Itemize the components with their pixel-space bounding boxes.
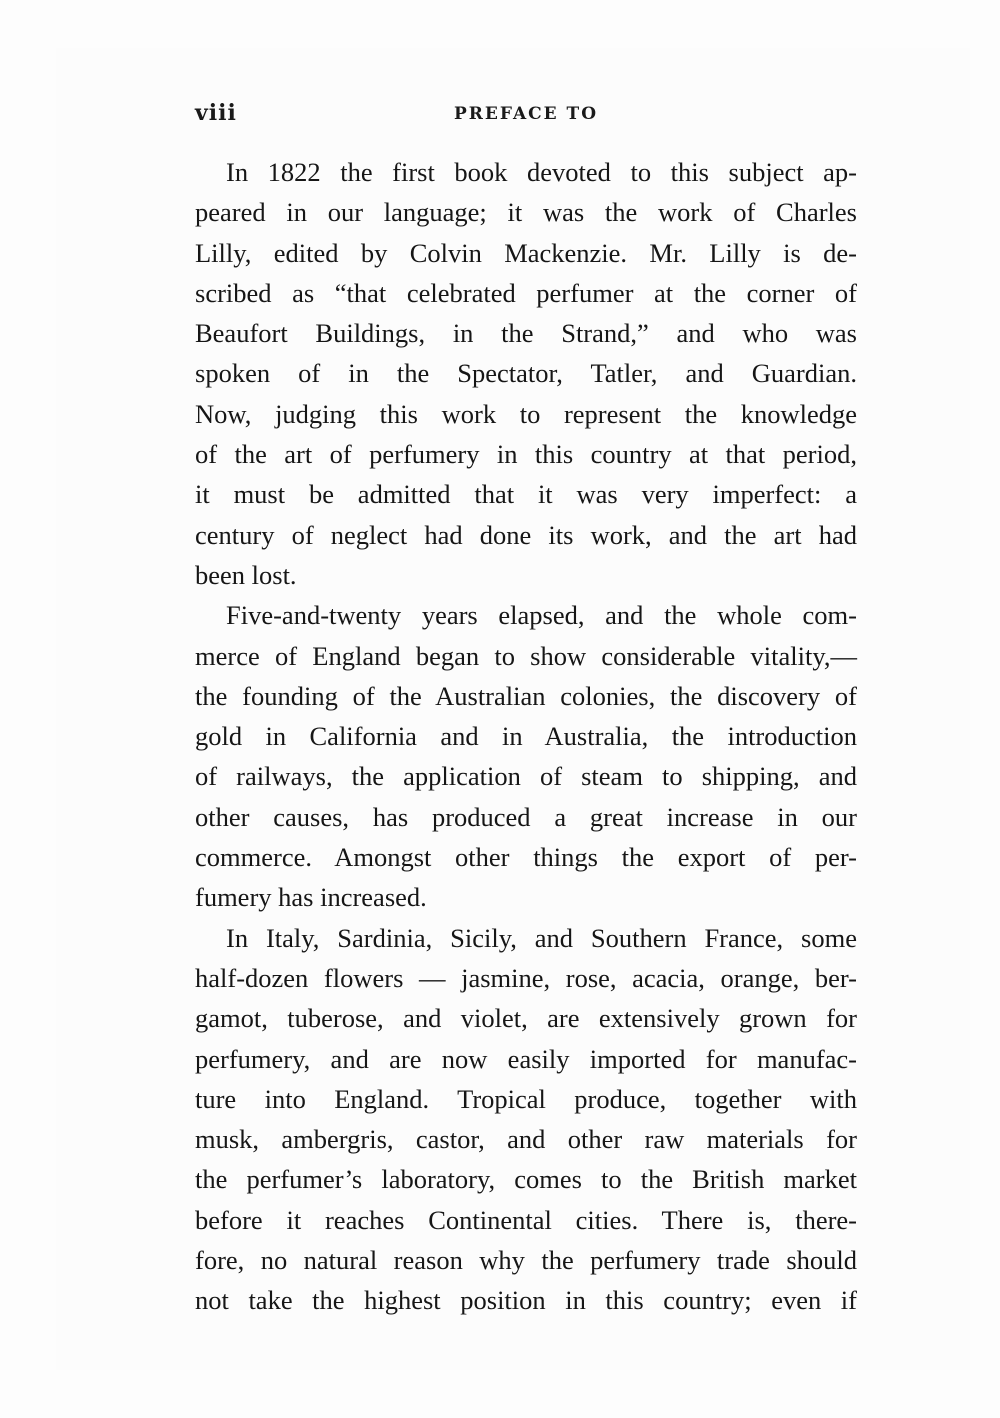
text-line: the perfumer’s laboratory, comes to the British market: [195, 1164, 857, 1195]
page-number: viii: [195, 100, 237, 126]
text-line: merce of England began to show considerable vitality,—: [195, 640, 857, 671]
text-line: In Italy, Sardinia, Sicily, and Southern France, some: [226, 922, 857, 953]
text-line: musk, ambergris, castor, and other raw materials for: [195, 1124, 857, 1155]
text-line: Lilly, edited by Colvin Mackenzie. Mr. Lilly is de-: [195, 237, 857, 268]
text-line: it must be admitted that it was very imperfect: a: [195, 479, 857, 510]
text-line: ture into England. Tropical produce, together with: [195, 1083, 857, 1114]
text-line: been lost.: [195, 559, 297, 590]
text-line: half-dozen flowers — jasmine, rose, acacia, orange, ber-: [195, 962, 857, 993]
text-line: fumery has increased.: [195, 882, 427, 913]
text-line: commerce. Amongst other things the export of per-: [195, 842, 857, 873]
text-line: In 1822 the first book devoted to this subject ap-: [226, 157, 857, 187]
text-line: Beaufort Buildings, in the Strand,” and who was: [195, 318, 857, 349]
text-line: not take the highest position in this country; even if: [195, 1285, 857, 1316]
text-line: perfumery, and are now easily imported for manufac-: [195, 1043, 857, 1074]
running-head: [195, 100, 857, 134]
text-line: before it reaches Continental cities. There is, there-: [195, 1204, 857, 1235]
text-line: Now, judging this work to represent the knowledge: [195, 398, 857, 429]
text-line: of the art of perfumery in this country at that period,: [195, 439, 857, 470]
text-line: Five-and-twenty years elapsed, and the whole com-: [226, 600, 857, 631]
body-text: [195, 152, 857, 1321]
text-line: spoken of in the Spectator, Tatler, and Guardian.: [195, 358, 857, 389]
running-title: PREFACE TO: [454, 104, 598, 124]
text-line: peared in our language; it was the work of Charles: [195, 197, 857, 228]
text-line: gold in California and in Australia, the introduction: [195, 721, 857, 752]
text-line: fore, no natural reason why the perfumery trade should: [195, 1245, 857, 1276]
text-line: the founding of the Australian colonies, the discovery of: [195, 680, 857, 711]
text-line: scribed as “that celebrated perfumer at the corner of: [195, 277, 857, 308]
text-line: gamot, tuberose, and violet, are extensively grown for: [195, 1003, 857, 1034]
text-line: of railways, the application of steam to shipping, and: [195, 761, 857, 792]
text-line: century of neglect had done its work, and the art had: [195, 519, 857, 550]
text-line: other causes, has produced a great increase in our: [195, 801, 857, 832]
